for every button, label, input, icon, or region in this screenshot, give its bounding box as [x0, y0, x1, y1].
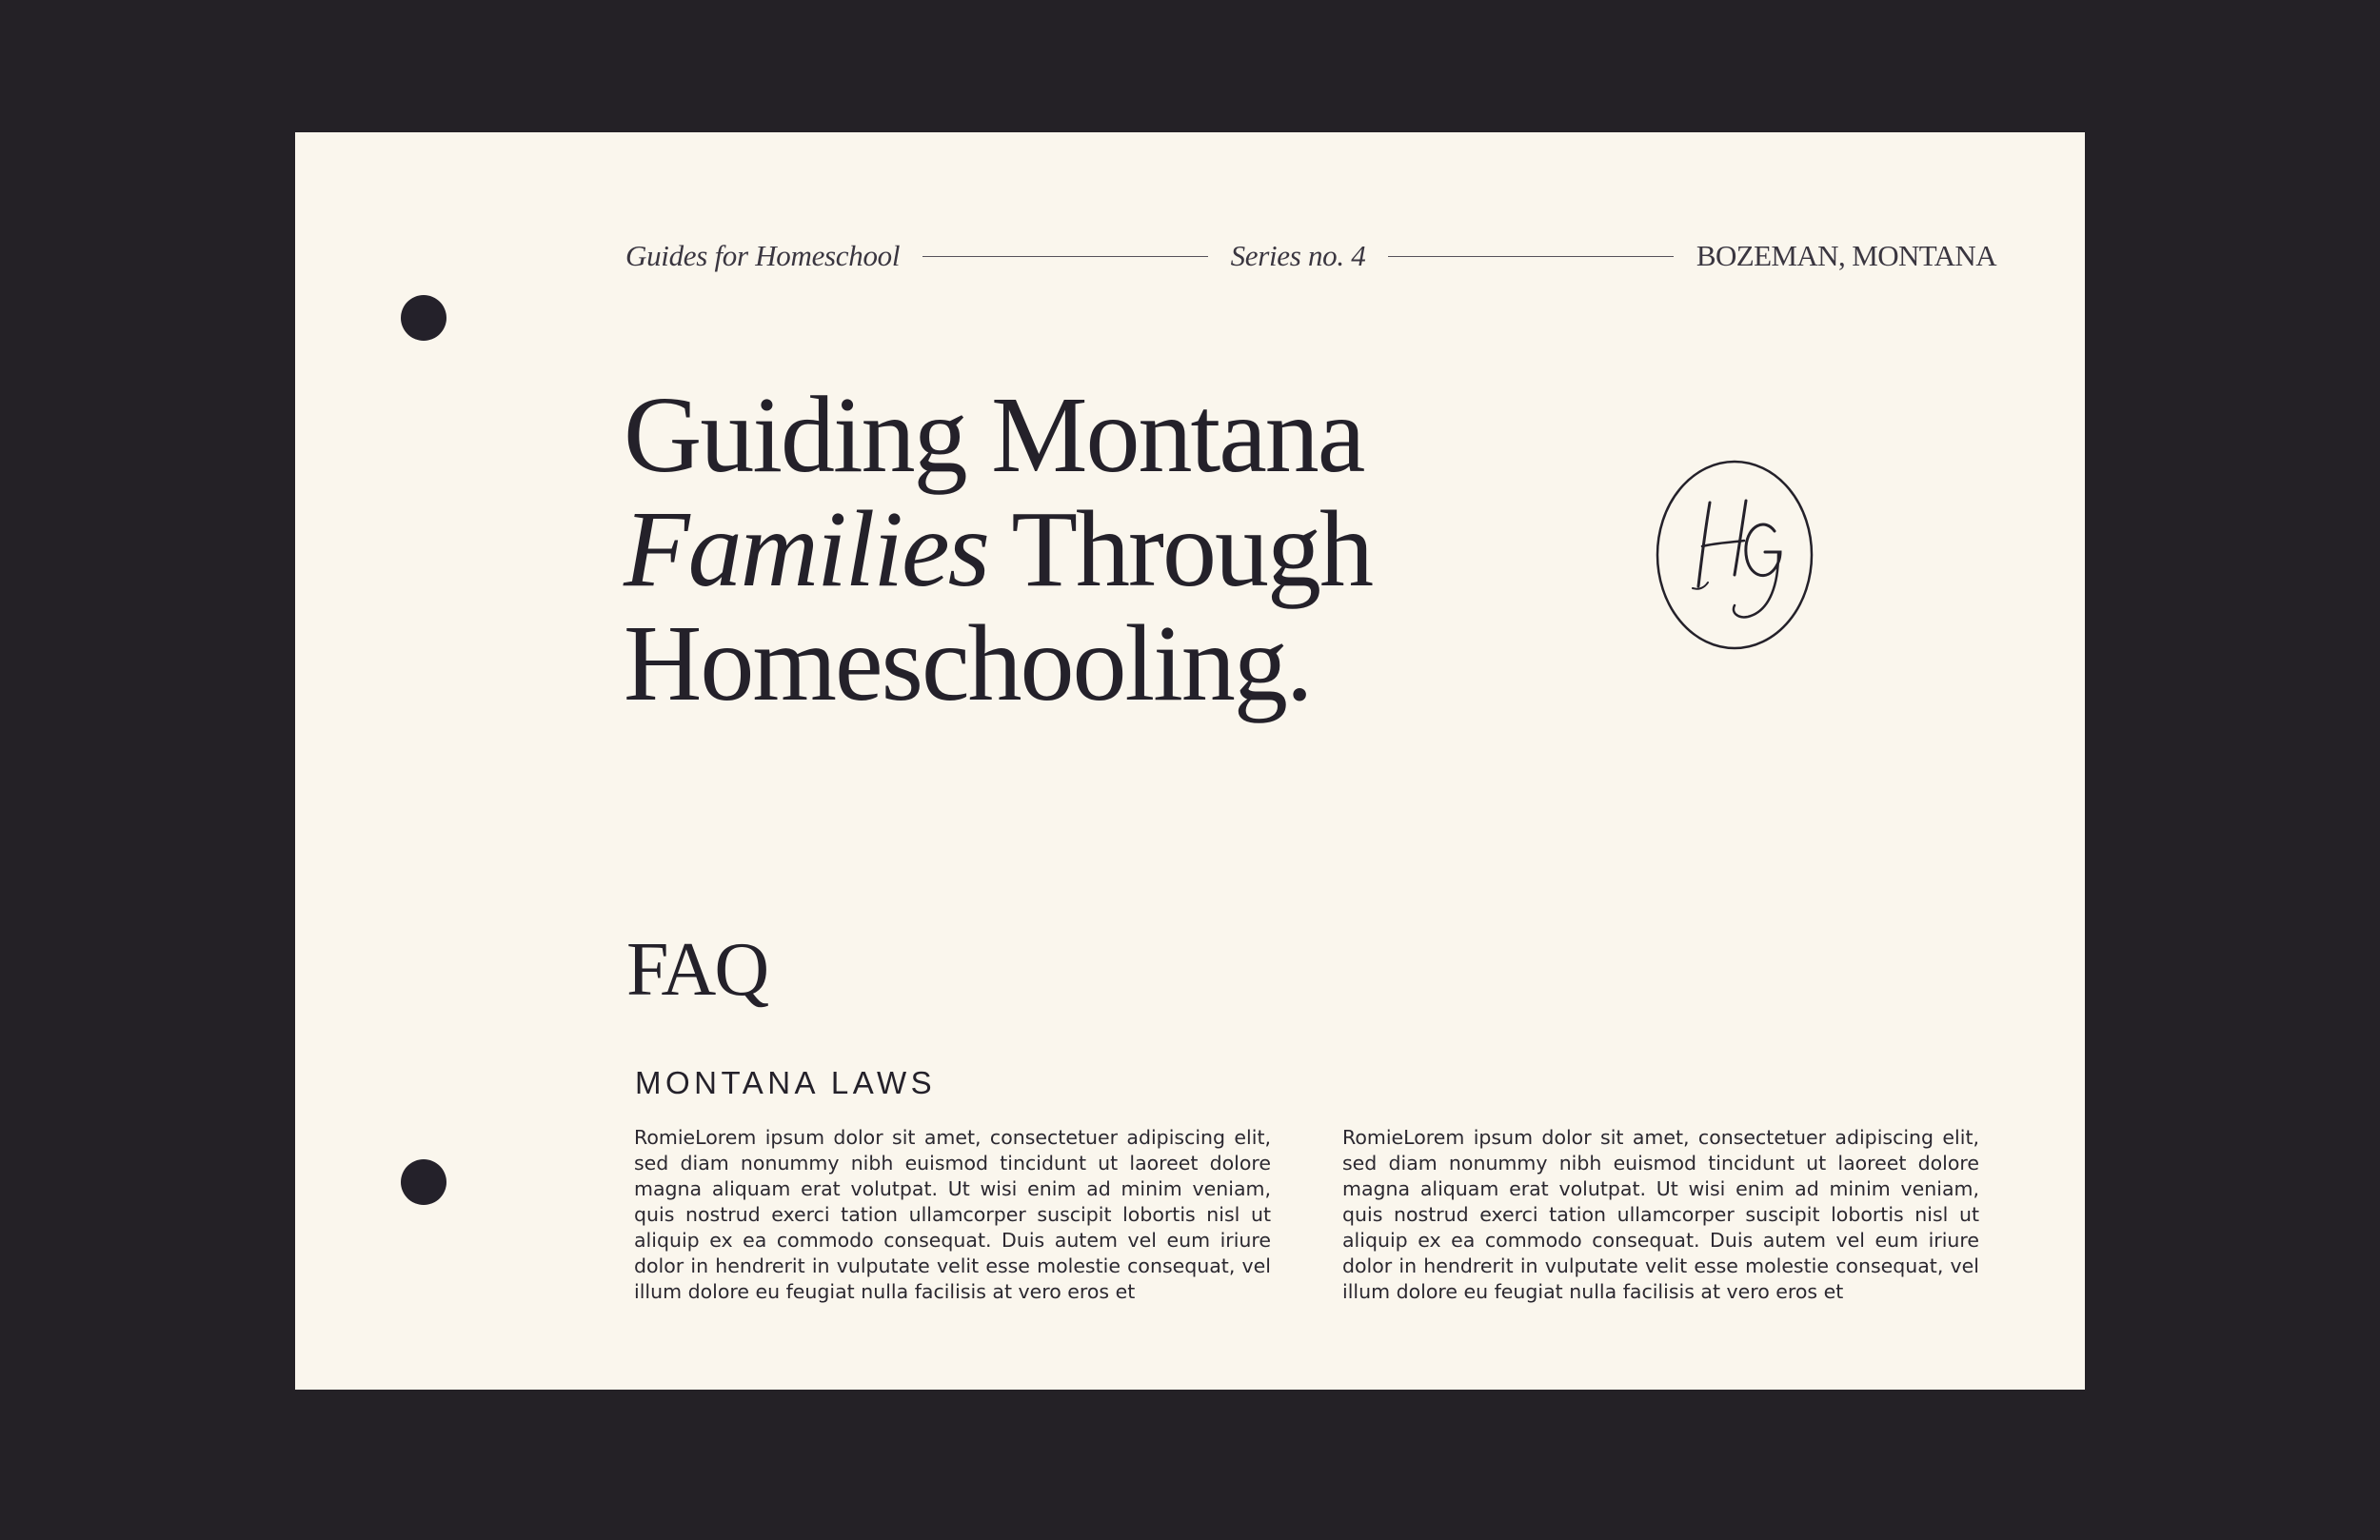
binder-hole-bottom — [401, 1159, 446, 1205]
header-rule-left — [922, 256, 1207, 257]
headline-line-3: Homeschooling. — [624, 602, 1312, 723]
series-name: Guides for Homeschool — [625, 239, 901, 272]
section-label: MONTANA LAWS — [635, 1065, 937, 1100]
headline-line-2-rest: Through — [987, 488, 1372, 609]
series-number: Series no. 4 — [1230, 239, 1366, 272]
monogram-logo — [1655, 459, 1815, 651]
monogram-oval — [1657, 462, 1812, 648]
headline-line-1: Guiding Montana — [624, 374, 1364, 495]
header-row — [625, 226, 1996, 286]
binder-hole-top — [401, 295, 446, 341]
body-column-left: RomieLorem ipsum dolor sit amet, consectetuer adipiscing elit, sed diam nonummy nibh euismod tincidunt ut laoreet dolore magna aliquam erat volutpat. Ut wisi enim ad minim veniam, quis nostrud exerci tation ullamcorper suscipit lobortis nisl ut aliquip ex ea commodo consequat. Duis autem vel eum iriure dolor in hendrerit in vulputate velit esse molestie consequat, vel illum dolore eu feugiat nulla facilisis at vero eros et — [634, 1126, 1271, 1303]
location-label: BOZEMAN, MONTANA — [1696, 239, 1997, 272]
body-column-right: RomieLorem ipsum dolor sit amet, consectetuer adipiscing elit, sed diam nonummy nibh euismod tincidunt ut laoreet dolore magna aliquam erat volutpat. Ut wisi enim ad minim veniam, quis nostrud exerci tation ullamcorper suscipit lobortis nisl ut aliquip ex ea commodo consequat. Duis autem vel eum iriure dolor in hendrerit in vulputate velit esse molestie consequat, vel illum dolore eu feugiat nulla facilisis at vero eros et — [1342, 1126, 1979, 1303]
document-card — [295, 132, 2085, 1390]
headline — [624, 374, 1372, 723]
headline-italic-word: Families — [624, 488, 988, 609]
header-rule-right — [1388, 256, 1673, 257]
faq-title: FAQ — [626, 928, 768, 1012]
headline-line-2 — [624, 488, 1372, 609]
